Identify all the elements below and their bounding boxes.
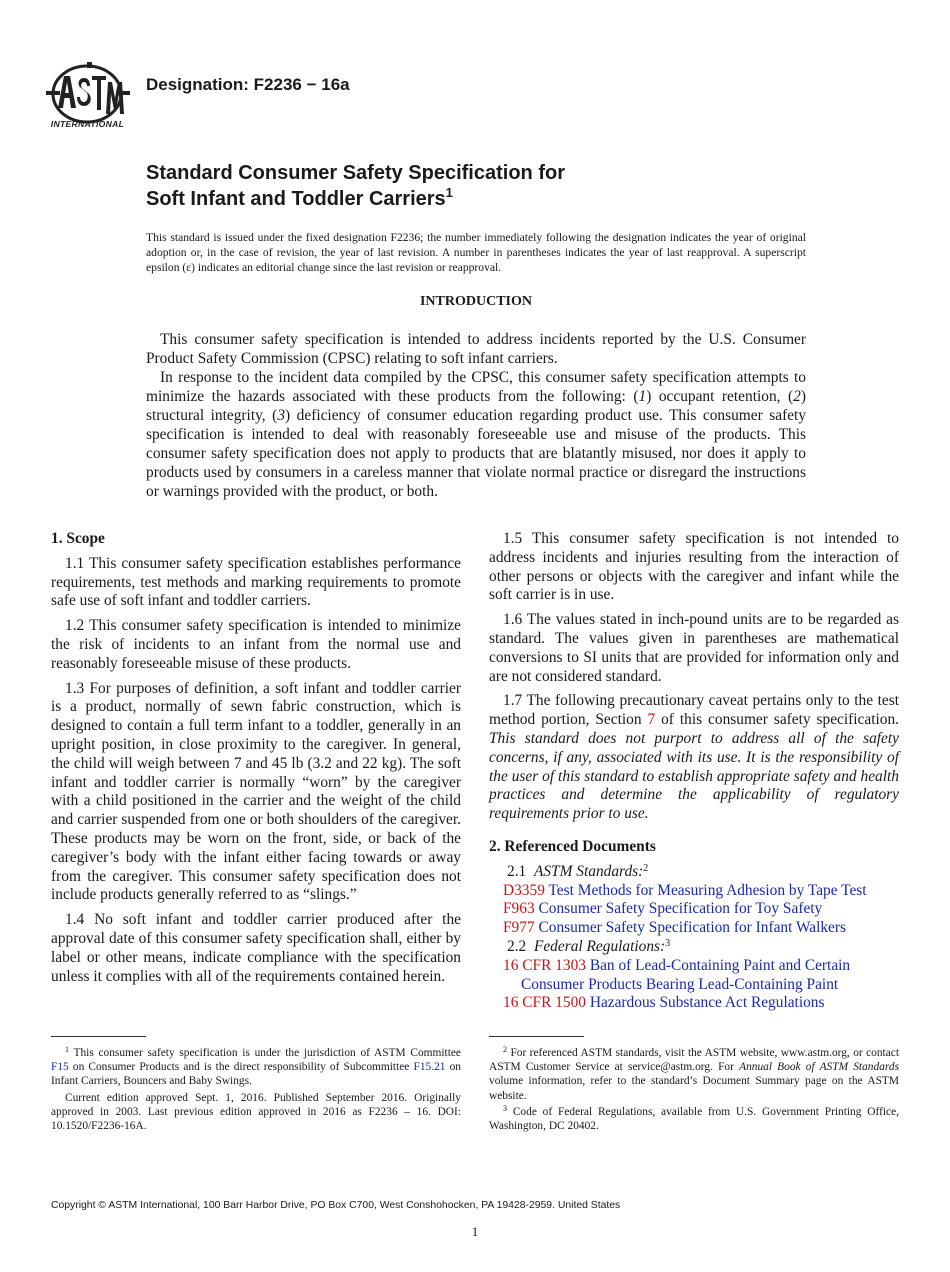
scope-heading: 1. Scope [51, 530, 105, 547]
astm-standards-label: 2.1 ASTM Standards:$^2$ [507, 862, 649, 880]
footnotes-left [51, 1046, 461, 1135]
title-line-2 [146, 186, 565, 212]
f15-21-link[interactable]: F15.21 [413, 1061, 446, 1074]
issuance-notice: This standard is issued under the fixed designation F2236; the number immediately following the designation indicates the year of original adoption or, in the case of revision, the year of last revision. A number in parentheses indicates the year of last reapproval. A superscript epsilon (ε) indicates an editorial change since the last revision or reapproval. [146, 231, 806, 274]
introduction-paragraph-1: This consumer safety specification is intended to address incidents reported by the U.S. Consumer Product Safety Commission (CPSC) relating to soft infant carriers. [146, 331, 806, 367]
section-1-1: 1.1 This consumer safety specification establishes performance requirements, test methods and marking requirements to promote safe use of soft infant and toddler carriers. [51, 554, 461, 610]
reference-16-cfr-1303[interactable]: 16 CFR 1303 Ban of Lead-Containing Paint and Certain Consumer Products Bearing Lead-Containing Paint [503, 956, 851, 993]
section-1-5: 1.5 This consumer safety specification is not intended to address incidents and injuries resulting from the interaction of other persons or objects with the caregiver and infant while the soft carrier is in use. [489, 530, 899, 604]
section-7-link[interactable]: 7 [647, 711, 656, 729]
footnote-2: $^2$ For referenced ASTM standards, visit the ASTM website, www.astm.org, or contact ASTM Customer Service at service@astm.org. For Annual Book of ASTM Standards volume information, refer to the standard’s Document Summary page on the ASTM website. [489, 1045, 900, 1102]
right-column [489, 530, 899, 1013]
footnote-1: $^1$ This consumer safety specification is under the jurisdiction of ASTM Committee F15 on Consumer Products and is the direct responsibility of Subcommittee F15.21 on Infant Carriers, Bouncers and Baby Swings. [51, 1045, 461, 1088]
designation: Designation: F2236 − 16a [146, 75, 350, 94]
f15-link[interactable]: F15 [51, 1061, 69, 1074]
astm-logo [40, 58, 135, 133]
title-line-2-text: Soft Infant and Toddler Carriers [146, 188, 446, 210]
introduction [146, 330, 806, 501]
reference-16-cfr-1500[interactable]: 16 CFR 1500 Hazardous Substance Act Regulations [503, 994, 825, 1012]
footnote-1-edition: Current edition approved Sept. 1, 2016. Published September 2016. Originally approved in 2003. Last previous edition approved in 2016 as F2236 – 16. DOI: 10.1520/F2236-16A. [51, 1091, 461, 1133]
section-1-6: 1.6 The values stated in inch-pound units are to be regarded as standard. The values given in parentheses are mathematical conversions to SI units that are provided for information only and are not considered standard. [489, 611, 899, 685]
footnote-rule-right [489, 1036, 584, 1037]
referenced-documents-heading: 2. Referenced Documents [489, 837, 656, 855]
section-1-3: 1.3 For purposes of definition, a soft infant and toddler carrier is a product, normally of sewn fabric construction, which is designed to contain a full term infant to a toddler, generally in an upright position, in close proximity to the caregiver. In general, the child will weigh between 7 and 45 lb (3.2 and 22 kg). The soft infant and toddler carrier is normally “worn” by the caregiver with a child positioned in the carrier and the weight of the child and carrier suspended from one or both shoulders of the caregiver. These products may be worn on the front, side, or back of the caregiver’s body with the infant either facing towards or away from the caregiver. This consumer safety specification does not include products generally referred to as “slings.” [51, 679, 461, 904]
page-number: 1 [471, 1224, 479, 1239]
left-column [51, 530, 461, 992]
introduction-heading: INTRODUCTION [419, 294, 532, 309]
introduction-paragraph-2: In response to the incident data compiled by the CPSC, this consumer safety specification attempts to minimize the hazards associated with these products from the following: (1) occupant retention, (2) structural integrity, (3) deficiency of consumer education regarding product use. This consumer safety specification is intended to deal with reasonably foreseeable use and misuse of the products. This consumer safety specification does not apply to products that are blatantly misused, nor does it apply to products used by consumers in a careless manner that violate normal practice or disregard the instructions or warnings provided with the product, or both. [146, 369, 807, 500]
document-title [146, 160, 565, 212]
logo-wordmark: INTERNATIONAL [50, 119, 125, 129]
reference-f977[interactable]: F977 Consumer Safety Specification for Infant Walkers [503, 919, 846, 937]
title-line-1: Standard Consumer Safety Specification for [146, 162, 565, 184]
title-footnote-mark: 1 [445, 185, 453, 200]
section-1-7: 1.7 The following precautionary caveat pertains only to the test method portion, Section 7 of this consumer safety specification. This standard does not purport to address all of the safety concerns, if any, associated with its use. It is the responsibility of the user of this standard to establish appropriate safety and health practices and determine the applicability of regulatory requirements prior to use. [489, 692, 899, 823]
section-1-2: 1.2 This consumer safety specification is intended to minimize the risk of incidents to an infant from the normal use and reasonably foreseeable misuse of these products. [51, 617, 461, 672]
federal-regulations-label: 2.2 Federal Regulations:$^3$ [507, 937, 671, 955]
footnotes-right [489, 1046, 899, 1135]
reference-f963[interactable]: F963 Consumer Safety Specification for Toy Safety [503, 900, 823, 918]
footnote-rule-left [51, 1036, 146, 1037]
footnote-3: $^3$ Code of Federal Regulations, available from U.S. Government Printing Office, Washington, DC 20402. [489, 1103, 899, 1133]
copyright-notice: Copyright © ASTM International, 100 Barr Harbor Drive, PO Box C700, West Conshohocken, PA 19428-2959. United States [51, 1200, 621, 1211]
section-1-4: 1.4 No soft infant and toddler carrier produced after the approval date of this consumer safety specification shall, either by label or other means, indicate compliance with the specification unless it complies with all of the requirements contained herein. [51, 911, 461, 985]
reference-d3359[interactable]: D3359 Test Methods for Measuring Adhesion by Tape Test [503, 881, 867, 899]
